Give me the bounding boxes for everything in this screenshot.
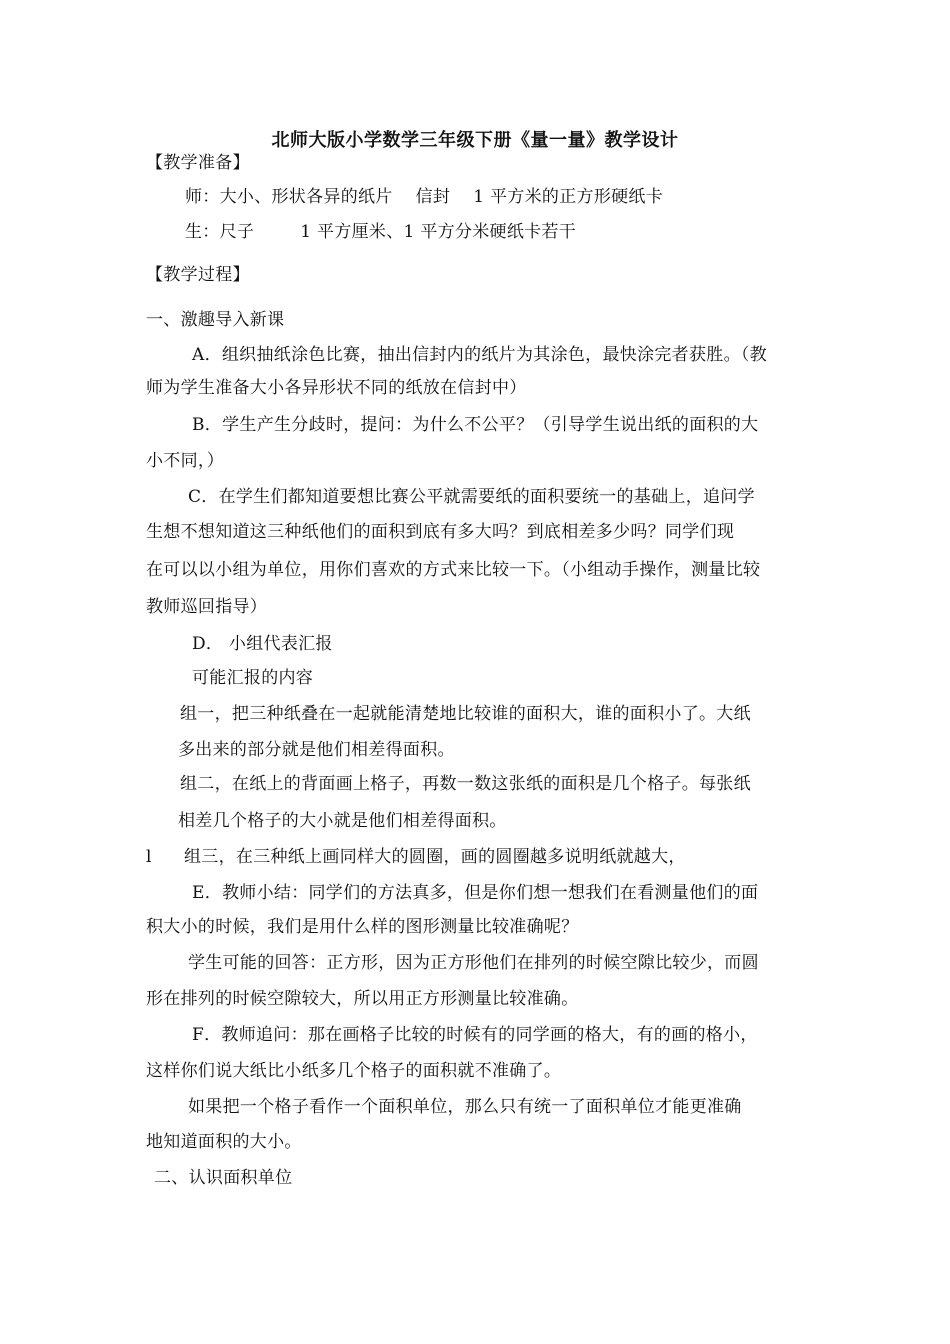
para-a-line1: A．组织抽纸涂色比赛，抽出信封内的纸片为其涂色，最快涂完者获胜。（教 <box>192 345 767 365</box>
para-f-line1: F．教师追问：那在画格子比较的时候有的同学画的格大，有的画的格小， <box>192 1025 758 1045</box>
unit-line1: 如果把一个格子看作一个面积单位，那么只有统一了面积单位才能更准确 <box>188 1097 742 1117</box>
possible-report: 可能汇报的内容 <box>192 668 314 688</box>
group1-line1: 组一，把三种纸叠在一起就能清楚地比较谁的面积大，谁的面积小了。大纸 <box>180 704 751 724</box>
group1-line2: 多出来的部分就是他们相差得面积。 <box>178 740 455 760</box>
process-heading: 【教学过程】 <box>146 265 250 285</box>
para-e-line2: 积大小的时候，我们是用什么样的图形测量比较准确呢？ <box>146 917 579 937</box>
para-c-line3: 在可以以小组为单位，用你们喜欢的方式来比较一下。（小组动手操作，测量比较 <box>146 560 761 580</box>
group2-line2: 相差几个格子的大小就是他们相差得面积。 <box>178 811 507 831</box>
prep-teacher: 师：大小、形状各异的纸片 信封 1 平方米的正方形硬纸卡 <box>185 187 664 207</box>
para-d: D． 小组代表汇报 <box>192 634 333 654</box>
para-b-line2: 小不同，） <box>146 451 224 471</box>
para-f-line2: 这样你们说大纸比小纸多几个格子的面积就不准确了。 <box>146 1061 562 1081</box>
section2-heading: 二、认识面积单位 <box>154 1168 293 1188</box>
para-c-line2: 生想不想知道这三种纸他们的面积到底有多大吗？到底相差多少吗？同学们现 <box>146 522 735 542</box>
para-c-line1: C．在学生们都知道要想比赛公平就需要纸的面积要统一的基础上，追问学 <box>188 487 755 507</box>
group3-bullet: l <box>146 847 152 867</box>
prep-student: 生：尺子 1 平方厘米、1 平方分米硬纸卡若干 <box>185 222 577 242</box>
unit-line2: 地知道面积的大小。 <box>146 1132 302 1152</box>
document-title: 北师大版小学数学三年级下册《量一量》教学设计 <box>271 130 679 151</box>
answer-line1: 学生可能的回答：正方形，因为正方形他们在排列的时候空隙比较少，而圆 <box>188 953 759 973</box>
para-b-line1: B．学生产生分歧时，提问：为什么不公平？（引导学生说出纸的面积的大 <box>192 415 759 435</box>
prep-heading: 【教学准备】 <box>146 153 250 173</box>
group2-line1: 组二，在纸上的背面画上格子，再数一数这张纸的面积是几个格子。每张纸 <box>180 774 751 794</box>
group3-line: 组三，在三种纸上画同样大的圆圈，画的圆圈越多说明纸就越大， <box>184 847 686 867</box>
answer-line2: 形在排列的时候空隙较大，所以用正方形测量比较准确。 <box>146 989 579 1009</box>
section1-heading: 一、激趣导入新课 <box>146 310 285 330</box>
para-e-line1: E．教师小结：同学们的方法真多，但是你们想一想我们在看测量他们的面 <box>192 883 759 903</box>
para-c-line4: 教师巡回指导） <box>146 597 268 617</box>
para-a-line2: 师为学生准备大小各异形状不同的纸放在信封中） <box>146 378 527 398</box>
